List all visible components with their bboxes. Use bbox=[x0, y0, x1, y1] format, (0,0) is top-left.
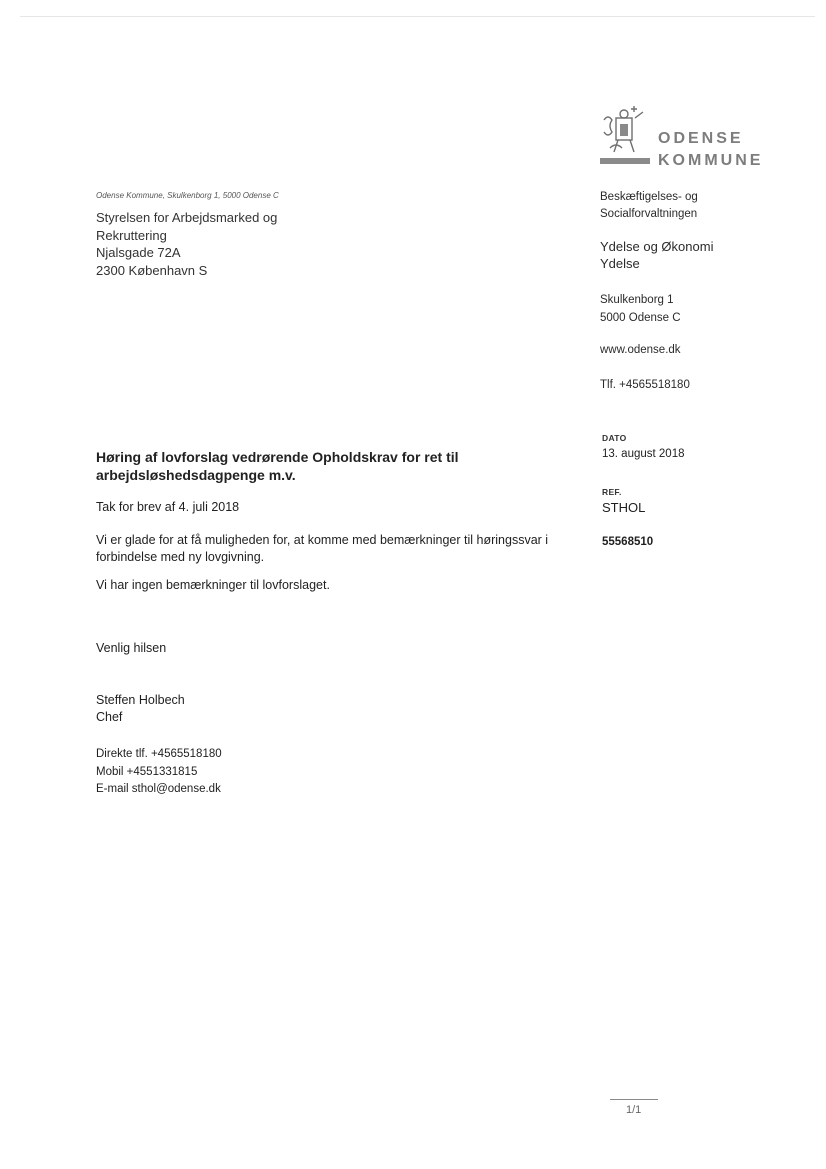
address-line: 5000 Odense C bbox=[600, 311, 681, 324]
department bbox=[600, 189, 698, 223]
org-address bbox=[600, 292, 681, 327]
mobile-phone: Mobil +4551331815 bbox=[96, 765, 198, 778]
subject-line: Høring af lovforslag vedrørende Opholdskrav for ret til bbox=[96, 449, 459, 465]
paragraph-no-remarks: Vi har ingen bemærkninger til lovforslaget. bbox=[96, 578, 330, 592]
paragraph-line: forbindelse med ny lovgivning. bbox=[96, 550, 265, 564]
website-link[interactable]: www.odense.dk bbox=[600, 344, 681, 356]
signer-title: Chef bbox=[96, 710, 123, 724]
department-line: Socialforvaltningen bbox=[600, 208, 698, 220]
scan-top-edge bbox=[20, 16, 815, 17]
paragraph-thanks: Tak for brev af 4. juli 2018 bbox=[96, 500, 240, 514]
closing-greeting: Venlig hilsen bbox=[96, 641, 167, 655]
direct-phone: Direkte tlf. +4565518180 bbox=[96, 748, 222, 760]
recipient-line: Styrelsen for Arbejdsmarked og bbox=[96, 210, 278, 225]
logo-text bbox=[658, 128, 763, 172]
unit bbox=[600, 238, 713, 272]
paragraph-line: Vi er glade for at få muligheden for, at komme med bemærkninger til høringssvar i bbox=[96, 533, 549, 547]
unit-line: Ydelse bbox=[600, 256, 640, 271]
unit-line: Ydelse og Økonomi bbox=[600, 239, 714, 254]
recipient-line: 2300 København S bbox=[96, 262, 208, 278]
date-value: 13. august 2018 bbox=[602, 448, 685, 460]
phone-number: Tlf. +4565518180 bbox=[600, 379, 690, 391]
signer-name: Steffen Holbech bbox=[96, 693, 185, 707]
contact-details bbox=[96, 746, 222, 799]
recipient-line: Njalsgade 72A bbox=[96, 245, 181, 260]
logo-line-2: KOMMUNE bbox=[658, 152, 764, 169]
page-number: 1/1 bbox=[626, 1104, 642, 1116]
letter-subject bbox=[96, 448, 566, 484]
department-line: Beskæftigelses- og bbox=[600, 191, 698, 203]
coat-of-arms-icon bbox=[598, 104, 654, 166]
paragraph-comments bbox=[96, 532, 591, 566]
recipient-line: Rekruttering bbox=[96, 227, 167, 243]
logo-line-1: ODENSE bbox=[658, 130, 744, 147]
subject-line: arbejdsløshedsdagpenge m.v. bbox=[96, 467, 296, 483]
signature-block bbox=[96, 692, 185, 726]
case-number: 55568510 bbox=[602, 536, 654, 548]
email-link[interactable]: E-mail sthol@odense.dk bbox=[96, 783, 221, 795]
ref-value: STHOL bbox=[602, 500, 646, 515]
address-line: Skulkenborg 1 bbox=[600, 294, 674, 306]
date-label: DATO bbox=[602, 433, 627, 443]
sender-line: Odense Kommune, Skulkenborg 1, 5000 Odense C bbox=[96, 191, 279, 200]
page-number-rule bbox=[610, 1099, 658, 1100]
recipient-address bbox=[96, 209, 277, 279]
ref-label: REF. bbox=[602, 487, 622, 497]
